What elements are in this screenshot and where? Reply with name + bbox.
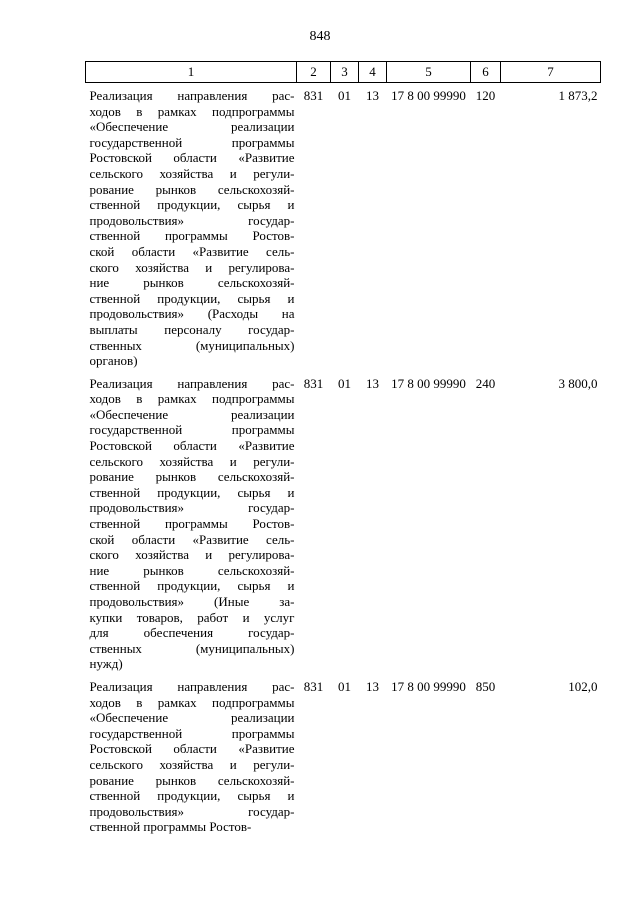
subsection-code-cell: 13 <box>366 375 379 391</box>
admin-code-cell: 831 <box>303 678 324 694</box>
description-line: государственной программы <box>89 134 295 150</box>
description-line: купки товаров, работ и услуг <box>89 609 295 625</box>
expense-type-cell: 120 <box>475 88 496 103</box>
amount-cell: 1 873,2 <box>558 88 598 103</box>
description-line: Ростовской области «Развитие <box>89 150 295 166</box>
description-line: «Обеспечение реализации <box>89 710 295 726</box>
description-line: сельского хозяйства и регули- <box>89 453 295 469</box>
description-line: ственной продукции, сырья и <box>89 290 295 306</box>
description-line: нужд) <box>89 656 123 672</box>
description-line: рование рынков сельскохозяй- <box>89 772 295 788</box>
description-line: государственной программы <box>89 422 295 438</box>
target-article-cell: 17 8 00 99990 <box>391 375 466 391</box>
description-line: «Обеспечение реализации <box>89 119 295 135</box>
description-line: ственной программы Ростов- <box>89 516 295 532</box>
description-line: ственной продукции, сырья и <box>89 578 295 594</box>
amount-cell: 3 800,0 <box>558 375 598 391</box>
amount-cell: 102,0 <box>568 678 598 694</box>
page-number: 848 <box>309 29 331 44</box>
description-line: «Обеспечение реализации <box>89 406 295 422</box>
description-line: ской области «Развитие сель- <box>89 531 295 547</box>
description-line: ского хозяйства и регулирова- <box>89 547 295 563</box>
description-line: ственной продукции, сырья и <box>89 197 295 213</box>
description-line: Реализация направления рас- <box>89 375 295 391</box>
description-line: ние рынков сельскохозяй- <box>89 275 295 291</box>
column-header-7: 7 <box>501 62 601 83</box>
description-line: продовольствия» государ- <box>89 803 295 819</box>
description-line: продовольствия» государ- <box>89 212 295 228</box>
table-row <box>86 83 601 376</box>
table-row <box>86 679 601 835</box>
expense-type-cell: 240 <box>475 375 496 391</box>
description-line: сельского хозяйства и регули- <box>89 756 295 772</box>
subsection-code-cell: 13 <box>366 678 379 694</box>
description-line: Реализация направления рас- <box>89 88 295 103</box>
column-header-2: 2 <box>297 62 331 83</box>
column-header-3: 3 <box>331 62 359 83</box>
expense-type-cell: 850 <box>475 678 496 694</box>
column-header-5: 5 <box>387 62 471 83</box>
description-line: ственной программы Ростов- <box>89 228 295 244</box>
description-line: продовольствия» (Расходы на <box>89 306 295 322</box>
description-line: рование рынков сельскохозяй- <box>89 181 295 197</box>
description-line: ственной продукции, сырья и <box>89 484 295 500</box>
description-line: сельского хозяйства и регули- <box>89 165 295 181</box>
column-header-4: 4 <box>359 62 387 83</box>
row-description <box>86 376 297 679</box>
column-header-1: 1 <box>86 62 297 83</box>
description-line: продовольствия» государ- <box>89 500 295 516</box>
description-line: ходов в рамках подпрограммы <box>89 103 295 119</box>
description-line: ственных (муниципальных) <box>89 640 295 656</box>
description-line: ственных (муниципальных) <box>89 337 295 353</box>
column-header-6: 6 <box>471 62 501 83</box>
row-description <box>86 679 297 835</box>
admin-code-cell: 831 <box>303 375 324 391</box>
description-line: рование рынков сельскохозяй- <box>89 469 295 485</box>
target-article-cell: 17 8 00 99990 <box>391 88 466 103</box>
subsection-code-cell: 13 <box>366 88 379 103</box>
section-code-cell: 01 <box>338 678 351 694</box>
row-description <box>86 83 297 376</box>
budget-table <box>85 61 601 835</box>
section-code-cell: 01 <box>338 88 351 103</box>
admin-code-cell: 831 <box>303 88 324 103</box>
description-line: ской области «Развитие сель- <box>89 243 295 259</box>
table-row <box>86 376 601 679</box>
description-line: ственной программы Ростов- <box>89 819 252 835</box>
description-line: Ростовской области «Развитие <box>89 741 295 757</box>
description-line: ского хозяйства и регулирова- <box>89 259 295 275</box>
description-line: ственной продукции, сырья и <box>89 788 295 804</box>
description-line: государственной программы <box>89 725 295 741</box>
description-line: для обеспечения государ- <box>89 625 295 641</box>
description-line: выплаты персоналу государ- <box>89 321 295 337</box>
description-line: ходов в рамках подпрограммы <box>89 694 295 710</box>
description-line: ходов в рамках подпрограммы <box>89 391 295 407</box>
target-article-cell: 17 8 00 99990 <box>391 678 466 694</box>
description-line: ние рынков сельскохозяй- <box>89 562 295 578</box>
description-line: продовольствия» (Иные за- <box>89 594 295 609</box>
table-header-row <box>86 62 601 83</box>
section-code-cell: 01 <box>338 375 351 391</box>
description-line: органов) <box>89 353 138 369</box>
description-line: Реализация направления рас- <box>89 678 295 694</box>
description-line: Ростовской области «Развитие <box>89 438 295 454</box>
